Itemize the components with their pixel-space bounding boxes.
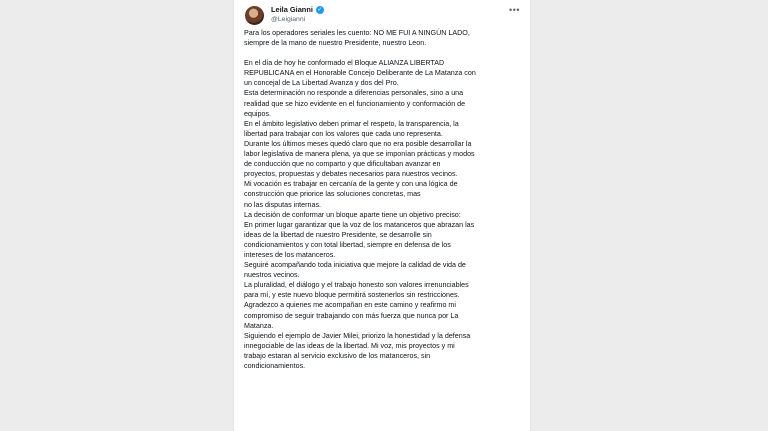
author-name-row [271, 5, 324, 14]
post-paragraph-main: En el día de hoy he conformado el Bloque ALIANZA LIBERTAD REPUBLICANA en el Honorable Concejo Deliberante de La Matanza con un concejal de La Libertad Avanza y dos del Pro. Esta determinación no responde a diferencias personales, sino a una realidad que se hizo evidente en el funcionamiento y conformación de equipos. En el ámbito legislativo deben primar el respeto, la transparencia, la libertad para trabajar con los valores que cada uno representa. Durante los últimos meses quedó claro que no era posible desarrollar la labor legislativa de manera plena, ya que se imponían prácticas y modos de conducción que no comparto y que dificultaban avanzar en proyectos, propuestas y debates necesarios para nuestros vecinos. Mi vocación es trabajar en cercanía de la gente y con una lógica de construcción que priorice las soluciones concretas, mas no las disputas internas. La decisión de conformar un bloque aparte tiene un objetivo preciso: En primer lugar garantizar que la voz de los matanceros que abrazan las ideas de la libertad de nuestro Presidente, se desarrolle sin condicionamientos y con total libertad, siempre en defensa de los intereses de los matanceros. Seguiré acompañando toda iniciativa que mejore la calidad de vida de nuestros vecinos. La pluralidad, el diálogo y el trabajo honesto son valores irrenunciables para mí, y este nuevo bloque permitirá sostenerlos sin restricciones. Agradezco a quienes me acompañan en este camino y reafirmo mi compromiso de seguir trabajando con más fuerza que nunca por La Matanza. Siguiendo el ejemplo de Javier Milei, priorizo la honestidad y la defensa innegociable de las ideas de la libertad. Mi voz, mis proyectos y mi trabajo estaran al servicio exclusivo de los matanceros, sin condicionamientos. [244, 59, 476, 370]
post-card [233, 0, 531, 431]
post-header [244, 4, 520, 28]
avatar[interactable] [245, 6, 264, 25]
author-name[interactable]: Leila Gianni [271, 5, 313, 14]
post-paragraph-intro: Para los operadores seriales les cuento: NO ME FUI A NINGÚN LADO, siempre de la mano de nuestro Presidente, nuestro Leon. [244, 29, 470, 48]
more-options-icon[interactable]: ••• [509, 5, 520, 15]
verified-badge-icon: ✓ [317, 6, 323, 13]
author-handle[interactable]: @Leigianni [271, 16, 306, 23]
post-text [244, 28, 520, 371]
